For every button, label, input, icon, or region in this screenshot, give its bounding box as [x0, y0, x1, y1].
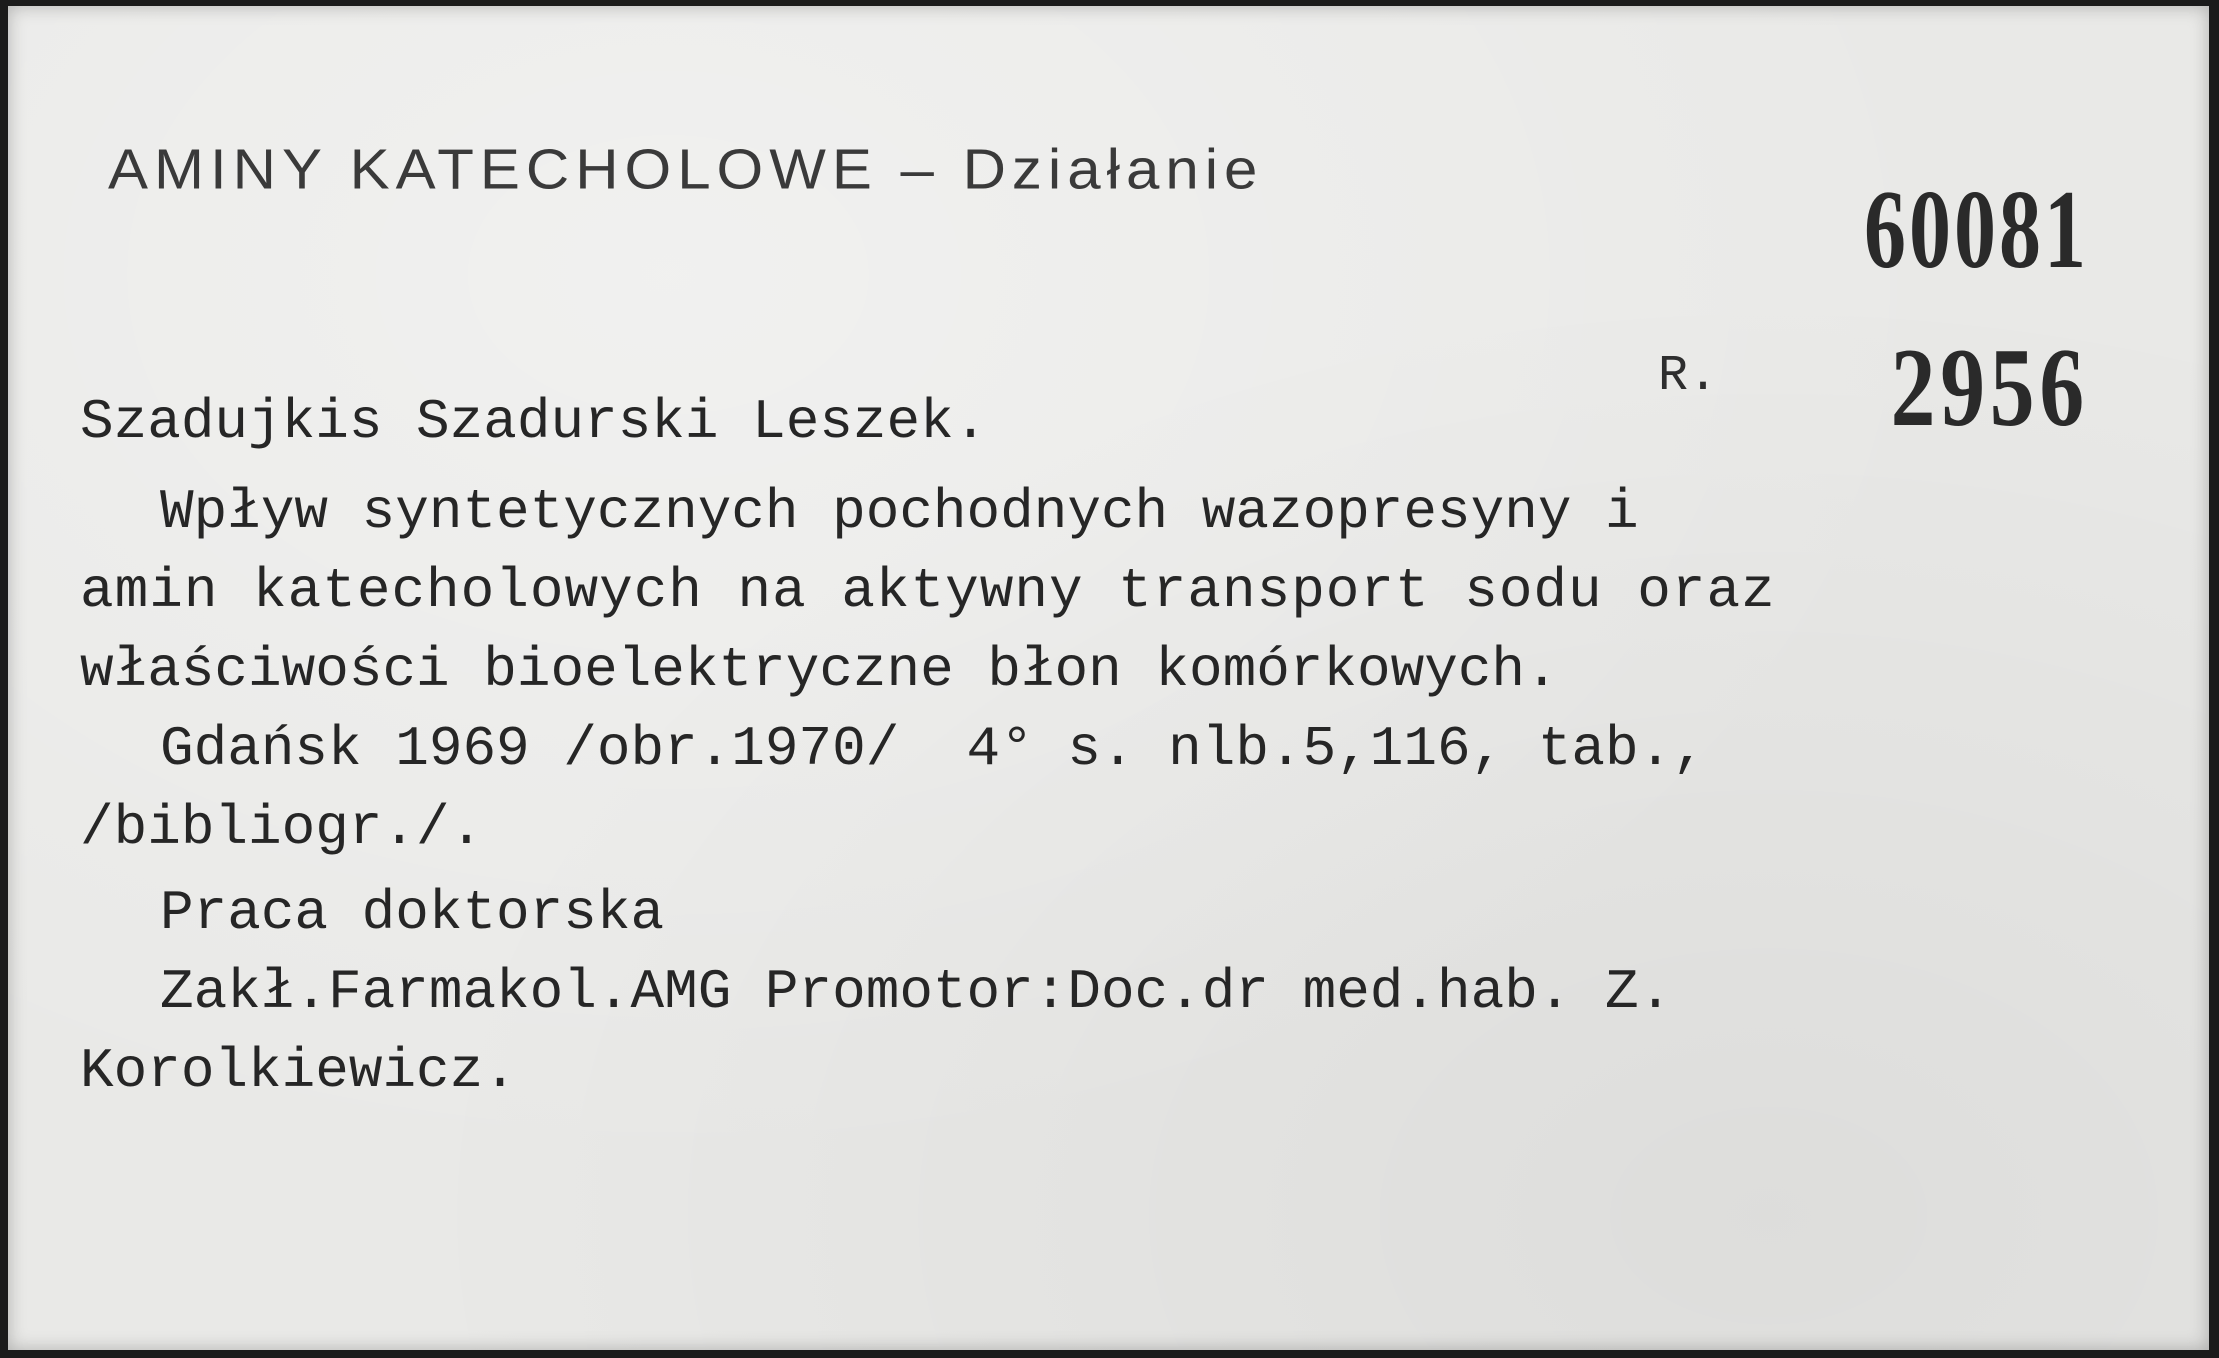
- title-line-1: Wpływ syntetycznych pochodnych wazopresyny i: [160, 480, 1639, 544]
- catalog-card: [8, 6, 2209, 1350]
- subject-heading: AMINY KATECHOLOWE – Działanie: [108, 136, 1264, 201]
- title-line-3: właściwości bioelektryczne błon komórkowych.: [80, 638, 1559, 702]
- institution-line-2: Korolkiewicz.: [80, 1039, 517, 1103]
- stamp-number: 60081: [1864, 168, 2089, 292]
- stamp-prefix: R.: [1658, 348, 1719, 405]
- title-line-2: amin katecholowych na aktywny transport sodu oraz: [80, 559, 1776, 623]
- author-line: Szadujkis Szadurski Leszek.: [80, 390, 988, 454]
- note-line: Praca doktorska: [160, 881, 665, 945]
- imprint-line-2: /bibliogr./.: [80, 796, 484, 860]
- stamp-r-number: 2956: [1890, 326, 2089, 450]
- institution-line-1: Zakł.Farmakol.AMG Promotor:Doc.dr med.hab. Z.: [160, 960, 1673, 1024]
- imprint-line-1: Gdańsk 1969 /obr.1970/ 4° s. nlb.5,116, tab.,: [160, 717, 1706, 781]
